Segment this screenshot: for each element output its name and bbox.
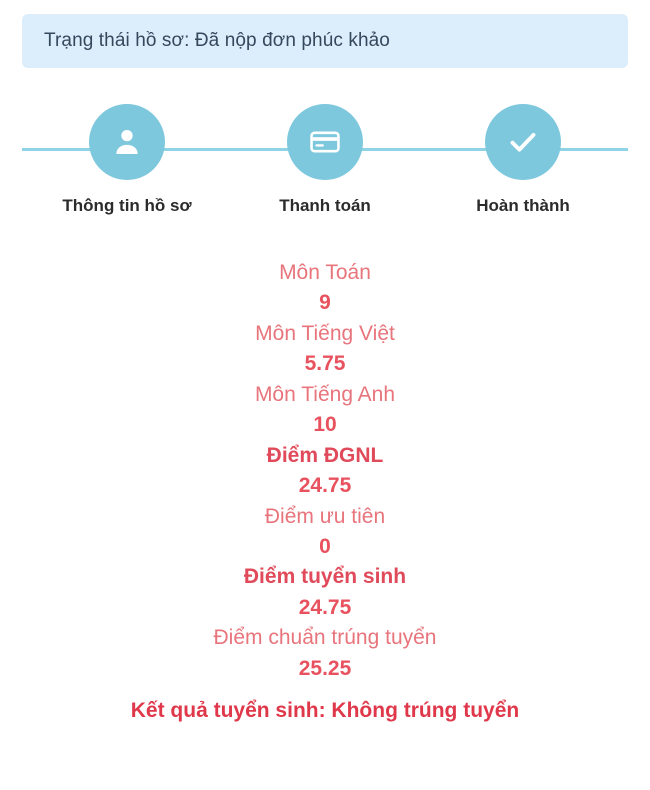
score-value: 24.75	[298, 595, 352, 619]
step-label-2: Thanh toán	[279, 196, 371, 215]
score-value: 5.75	[304, 352, 346, 376]
score-value: 9	[319, 291, 331, 315]
status-badge: Trạng thái hồ sơ: Đã nộp đơn phúc khảo	[44, 30, 390, 51]
score-label: Điểm chuẩn trúng tuyển	[213, 626, 437, 650]
status-banner	[22, 14, 628, 68]
score-value: 0	[319, 534, 331, 558]
step-circle-1	[89, 104, 165, 180]
step-label-3: Hoàn thành	[476, 196, 570, 215]
step-thanh-toan[interactable]	[235, 104, 415, 216]
check-icon	[505, 124, 541, 160]
step-circle-3	[485, 104, 561, 180]
admission-result: Kết quả tuyển sinh: Không trúng tuyển	[130, 699, 520, 723]
step-circle-2	[287, 104, 363, 180]
progress-stepper	[0, 104, 650, 224]
result-page	[0, 14, 650, 790]
user-icon	[110, 125, 144, 159]
score-label: Môn Tiếng Anh	[254, 382, 396, 406]
score-value: 24.75	[298, 474, 352, 498]
score-label: Điểm tuyển sinh	[243, 565, 407, 589]
score-value: 10	[313, 413, 337, 437]
score-label: Môn Tiếng Việt	[255, 321, 395, 345]
step-thong-tin-ho-so[interactable]	[37, 104, 217, 216]
score-value: 25.25	[298, 656, 352, 680]
step-hoan-thanh[interactable]	[433, 104, 613, 216]
score-summary	[0, 258, 650, 726]
score-label: Điểm ưu tiên	[264, 504, 386, 528]
stepper-steps	[0, 104, 650, 216]
step-label-1: Thông tin hồ sơ	[62, 196, 192, 215]
score-label: Môn Toán	[279, 261, 371, 284]
credit-card-icon	[308, 125, 342, 159]
score-label: Điểm ĐGNL	[266, 443, 384, 467]
